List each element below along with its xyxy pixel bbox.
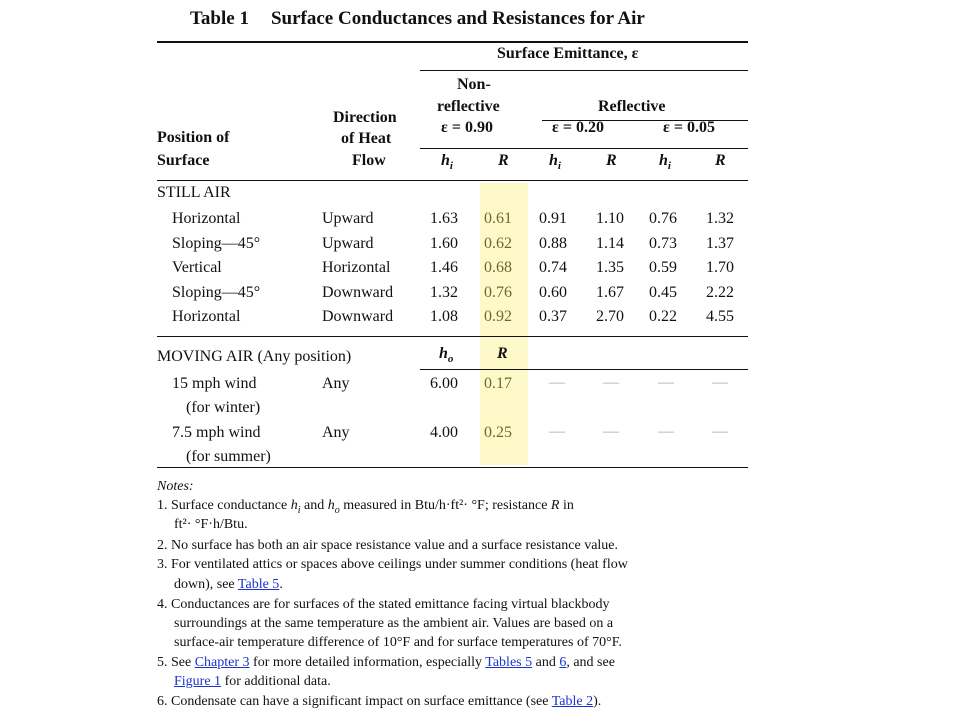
table-row-position: Horizontal (172, 308, 241, 325)
note-1-line-2: ft²· °F·h/Btu. (174, 517, 248, 532)
table-cell-value: 4.55 (706, 308, 734, 325)
table-cell-value: 0.60 (539, 283, 567, 301)
table-cell-value: 0.59 (649, 259, 677, 276)
table-row-direction: Upward (322, 234, 374, 252)
table-row-direction: Downward (322, 308, 394, 325)
note-6: 6. Condensate can have a significant impact on surface emittance (see Table 2). (157, 694, 602, 709)
moving-row-direction: Any (322, 424, 350, 441)
table-cell-value: 0.37 (539, 308, 567, 325)
hi-symbol-2: $h_i$ (549, 152, 561, 173)
table-row-position: Sloping—45° (172, 283, 261, 301)
table-cell-value: 1.63 (430, 210, 458, 227)
table-cell-value: 2.22 (706, 283, 734, 301)
table-cell-dash: — (658, 374, 674, 391)
reflective-emittance-020: ε = 0.20 (552, 119, 604, 136)
note-5-line-1: 5. See Chapter 3 for more detailed information, especially Tables 5 and 6, and see (157, 655, 615, 670)
nonreflective-header-1: Non- (457, 76, 491, 93)
table-cell-value: 1.70 (706, 259, 734, 276)
emittance-rule (420, 70, 748, 71)
figure-1-link[interactable]: Figure 1 (174, 674, 222, 689)
note-4-line-1: 4. Conductances are for surfaces of the stated emittance facing virtual blackbody (157, 597, 610, 612)
table-6-link[interactable]: 6 (559, 655, 567, 670)
hi-symbol-3: $h_i$ (659, 152, 671, 173)
table-cell-value: 1.67 (596, 283, 624, 301)
moving-row-line2: (for summer) (186, 448, 271, 465)
r-symbol-1: R (498, 152, 509, 169)
position-header-1: Position of (157, 129, 230, 146)
table-cell-dash: — (712, 374, 728, 391)
moving-row-h: 4.00 (430, 424, 458, 441)
table-cell-value: 0.62 (484, 234, 512, 252)
note-3-line-1: 3. For ventilated attics or spaces above ceilings under summer conditions (heat flow (157, 557, 628, 572)
moving-row-h: 6.00 (430, 375, 458, 392)
table-cell-value: 1.46 (430, 259, 458, 276)
table-caption: Surface Conductances and Resistances for Air (270, 8, 645, 29)
moving-air-label: MOVING AIR (Any position) (157, 348, 352, 365)
moving-row-line2: (for winter) (186, 399, 261, 416)
table-cell-dash: — (658, 423, 674, 440)
table-cell-dash: — (549, 423, 565, 440)
table-bottom-rule (157, 467, 748, 468)
moving-r-symbol: R (497, 345, 508, 362)
nonreflective-emittance: ε = 0.90 (441, 119, 493, 136)
ho-symbol: $h_o$ (439, 345, 454, 366)
moving-row-line1: 15 mph wind (172, 375, 257, 392)
top-rule (157, 41, 748, 43)
table-cell-value: 1.37 (706, 234, 734, 252)
still-air-bottom-rule (157, 336, 748, 337)
table-cell-value: 2.70 (596, 308, 624, 325)
table-5-link[interactable]: Table 5 (237, 577, 280, 592)
r-symbol-3: R (715, 152, 726, 169)
table-cell-dash: — (712, 423, 728, 440)
symbol-rule (420, 148, 748, 149)
table-number: Table 1 (190, 8, 249, 29)
table-cell-value: 0.76 (484, 283, 512, 301)
table-cell-value: 1.08 (430, 308, 458, 325)
note-3-line-2: down), see Table 5. (174, 577, 283, 592)
table-cell-value: 1.32 (706, 210, 734, 227)
table-cell-value: 0.91 (539, 210, 567, 227)
note-5-line-2: Figure 1 for additional data. (174, 674, 331, 689)
reflective-emittance-005: ε = 0.05 (663, 119, 715, 136)
note-1-line-1: 1. Surface conductance $h_i$ and $h_o$ measured in Btu/h·ft²· °F; resistance R in (157, 498, 574, 516)
table-cell-value: 1.10 (596, 210, 624, 227)
moving-symbol-rule (420, 369, 748, 370)
note-4-line-3: surface-air temperature difference of 10°F and for surface temperatures of 70°F. (174, 635, 622, 650)
table-row-position: Horizontal (172, 210, 241, 227)
table-cell-value: 1.60 (430, 234, 458, 252)
moving-row-direction: Any (322, 375, 350, 392)
direction-header-3: Flow (352, 152, 386, 169)
tables-5-link[interactable]: Tables 5 (485, 655, 533, 670)
note-2: 2. No surface has both an air space resistance value and a surface resistance value. (157, 538, 619, 553)
direction-header-2: of Heat (341, 130, 392, 147)
note-4-line-2: surroundings at the same temperature as the ambient air. Values are based on a (174, 616, 614, 631)
reflective-header: Reflective (598, 98, 666, 115)
direction-header-1: Direction (333, 109, 397, 126)
table-cell-dash: — (549, 374, 565, 391)
table-cell-value: 1.32 (430, 283, 458, 301)
header-bottom-rule (157, 180, 748, 181)
table-cell-value: 0.74 (539, 259, 567, 276)
table-cell-value: 0.61 (484, 210, 512, 227)
table-cell-value: 1.14 (596, 234, 624, 252)
table-row-direction: Upward (322, 210, 374, 227)
table-row-direction: Downward (322, 283, 394, 301)
table-cell-dash: — (603, 423, 619, 440)
table-cell-value: 0.76 (649, 210, 677, 227)
r-symbol-2: R (606, 152, 617, 169)
table-cell-value: 0.73 (649, 234, 677, 252)
table-cell-dash: — (603, 374, 619, 391)
table-cell-value: 1.35 (596, 259, 624, 276)
table-cell-value: 0.45 (649, 283, 677, 301)
table-cell-value: 0.88 (539, 234, 567, 252)
moving-row-r: 0.25 (484, 424, 512, 441)
hi-symbol-1: $h_i$ (441, 152, 453, 173)
surface-emittance-header: Surface Emittance, ε (497, 45, 639, 62)
table-2-link[interactable]: Table 2 (551, 694, 594, 709)
table-row-position: Sloping—45° (172, 234, 261, 252)
table-cell-value: 0.68 (484, 259, 512, 276)
table-row-position: Vertical (172, 259, 222, 276)
chapter-3-link[interactable]: Chapter 3 (194, 655, 250, 670)
notes-heading: Notes: (157, 479, 194, 494)
table-row-direction: Horizontal (322, 259, 391, 276)
moving-row-r: 0.17 (484, 375, 512, 392)
nonreflective-header-2: reflective (437, 98, 500, 115)
table-cell-value: 0.92 (484, 308, 512, 325)
table-cell-value: 0.22 (649, 308, 677, 325)
position-header-2: Surface (157, 152, 210, 169)
moving-row-line1: 7.5 mph wind (172, 424, 261, 441)
still-air-label: STILL AIR (157, 184, 231, 201)
table-title (190, 8, 645, 30)
